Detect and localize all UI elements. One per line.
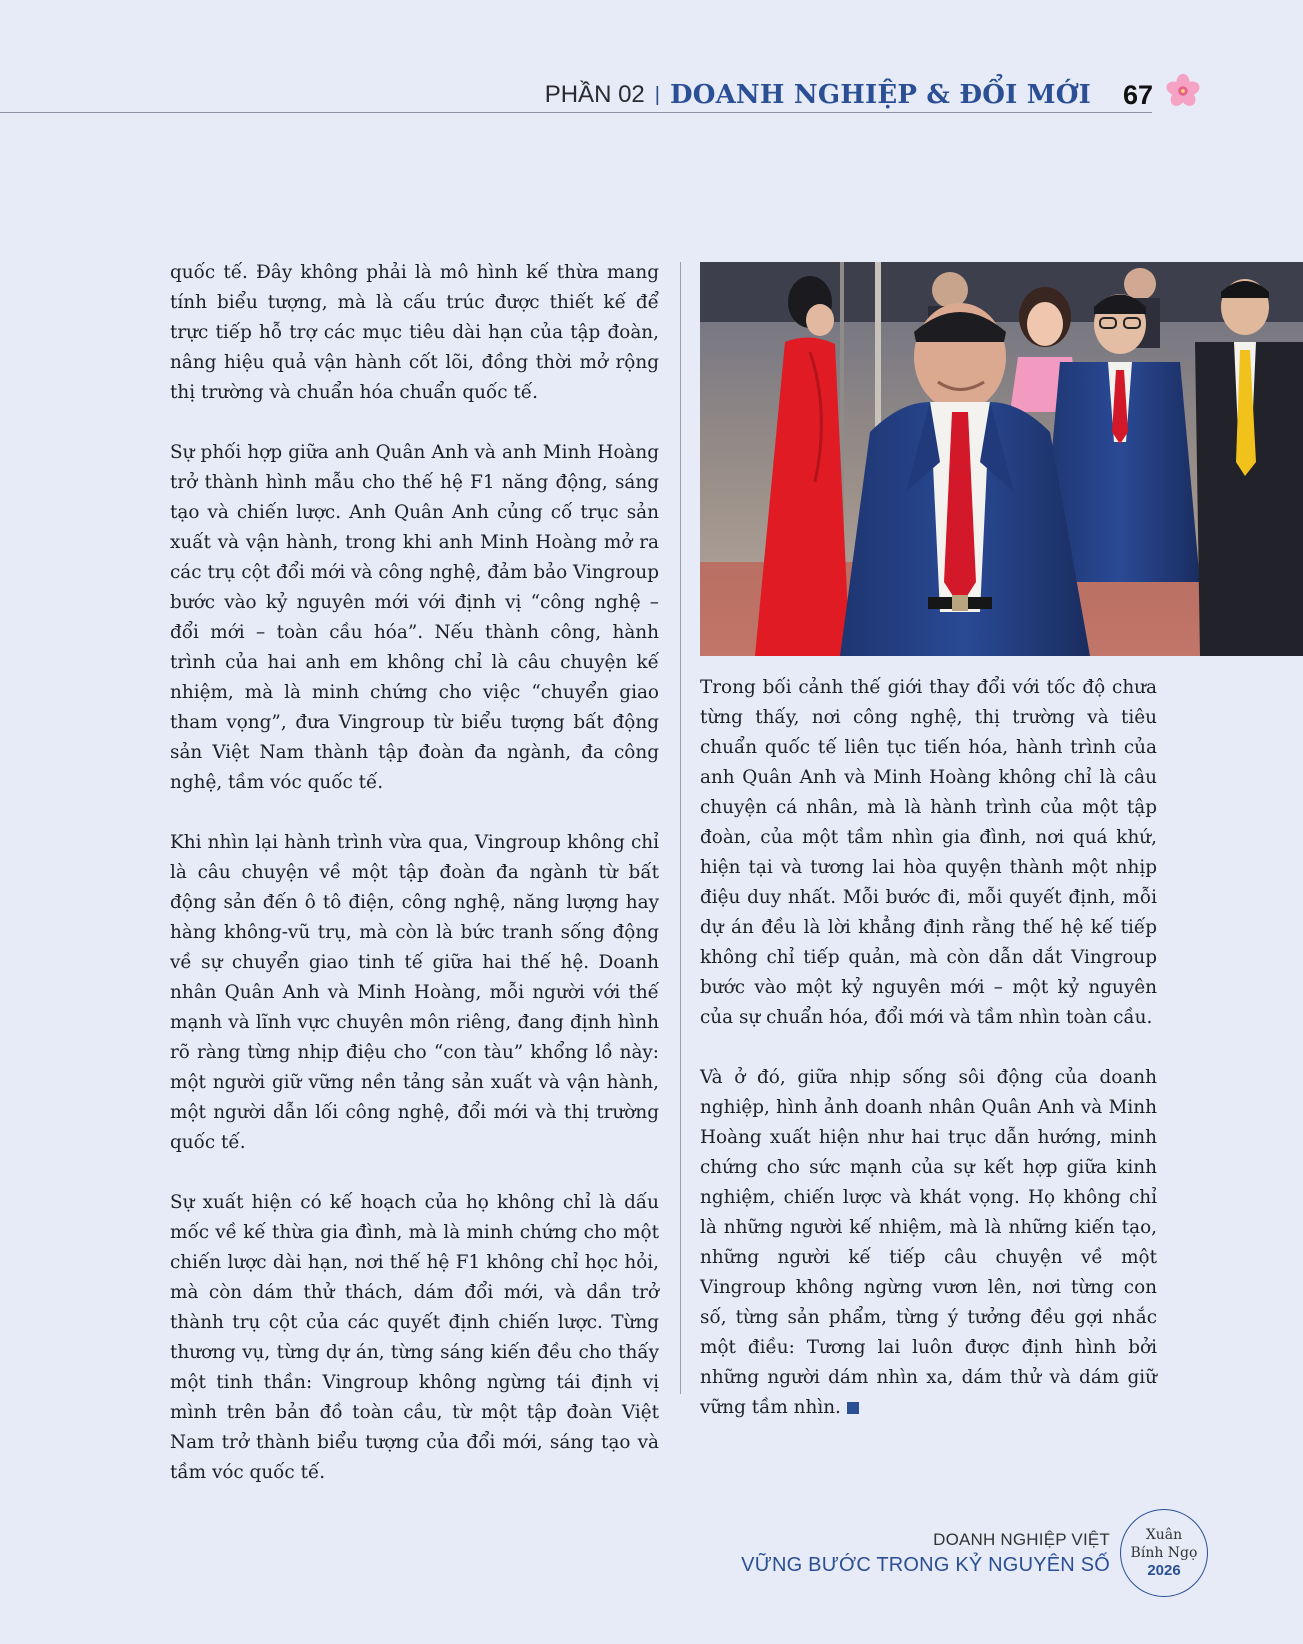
footer <box>741 1530 1110 1577</box>
article-photo <box>700 262 1303 656</box>
right-paragraph-1: Trong bối cảnh thế giới thay đổi với tốc độ chưa từng thấy, nơi công nghệ, thị trường và tiêu chuẩn quốc tế liên tục tiến hóa, hành trình của anh Quân Anh và Minh Hoàng không chỉ là câu chuyện cá nhân, mà là hành trình của một tập đoàn, của một tầm nhìn gia đình, nơi quá khứ, hiện tại và tương lai hòa quyện thành một nhịp điệu duy nhất. Mỗi bước đi, mỗi quyết định, mỗi dự án đều là lời khẳng định rằng thế hệ kế tiếp không chỉ tiếp quản, mà còn dẫn dắt Vingroup bước vào một kỷ nguyên mới – một kỷ nguyên của sự chuẩn hóa, đổi mới và tầm nhìn toàn cầu. <box>700 677 1157 1028</box>
issue-badge <box>1120 1509 1208 1597</box>
article-end-mark <box>847 1402 859 1414</box>
cherry-blossom-icon <box>1164 72 1202 110</box>
section-label: PHẦN 02 <box>544 81 645 108</box>
column-divider <box>680 262 681 1394</box>
section-title: DOANH NGHIỆP & ĐỔI MỚI <box>669 80 1091 110</box>
page-number: 67 <box>1122 79 1153 110</box>
left-paragraph-4: Sự xuất hiện có kế hoạch của họ không chỉ là dấu mốc về kế thừa gia đình, mà là minh chứng cho một chiến lược dài hạn, nơi thế hệ F1 không chỉ học hỏi, mà còn dám thử thách, dám đổi mới, và dần trở thành trụ cột của các quyết định chiến lược. Từng thương vụ, từng dự án, từng sáng kiến đều cho thấy một tinh thần: Vingroup không ngừng tái định vị mình trên bản đồ toàn cầu, từ một tập đoàn Việt Nam trở thành biểu tượng của đổi mới, sáng tạo và tầm vóc quốc tế. <box>170 1192 659 1483</box>
right-column <box>700 673 1157 1453</box>
page-header <box>545 78 1153 112</box>
left-paragraph-1: quốc tế. Đây không phải là mô hình kế thừa mang tính biểu tượng, mà là cấu trúc được thiết kế để trực tiếp hỗ trợ các mục tiêu dài hạn của tập đoàn, nâng hiệu quả vận hành cốt lõi, đồng thời mở rộng thị trường và chuẩn hóa chuẩn quốc tế. <box>170 262 659 403</box>
left-paragraph-3: Khi nhìn lại hành trình vừa qua, Vingroup không chỉ là câu chuyện về một tập đoàn đa ngành từ bất động sản đến ô tô điện, công nghệ, năng lượng hay hàng không-vũ trụ, mà còn là bức tranh sống động về sự chuyển giao tinh tế giữa hai thế hệ. Doanh nhân Quân Anh và Minh Hoàng, mỗi người với thế mạnh và lĩnh vực chuyên môn riêng, đang định hình rõ ràng từng nhịp điệu cho “con tàu” khổng lồ này: một người giữ vững nền tảng sản xuất và vận hành, một người dẫn lối công nghệ, đổi mới và thị trường quốc tế. <box>170 832 659 1153</box>
footer-tagline: VỮNG BƯỚC TRONG KỶ NGUYÊN SỐ <box>741 1554 1110 1576</box>
badge-word-xuan: Xuân <box>1145 1527 1183 1543</box>
badge-year: 2026 <box>1147 1562 1181 1579</box>
right-paragraph-2 <box>700 1063 1157 1423</box>
badge-word-binh-ngo: Bính Ngọ <box>1130 1545 1198 1561</box>
header-rule <box>0 112 1152 113</box>
right-paragraph-2-text: Và ở đó, giữa nhịp sống sôi động của doanh nghiệp, hình ảnh doanh nhân Quân Anh và Minh Hoàng xuất hiện như hai trục dẫn hướng, minh chứng cho sức mạnh của sự kết hợp giữa kinh nghiệm, chiến lược và khát vọng. Họ không chỉ là những người kế nhiệm, mà là những kiến tạo, những người kế tiếp câu chuyện về một Vingroup không ngừng vươn lên, nơi từng con số, từng sản phẩm, từng ý tưởng đều gợi nhắc một điều: Tương lai luôn được định hình bởi những người dám nhìn xa, dám thử và dám giữ vững tầm nhìn. <box>700 1067 1157 1418</box>
left-paragraph-2: Sự phối hợp giữa anh Quân Anh và anh Minh Hoàng trở thành hình mẫu cho thế hệ F1 năng động, sáng tạo và chiến lược. Anh Quân Anh củng cố trục sản xuất và vận hành, trong khi anh Minh Hoàng mở ra các trụ cột đổi mới và công nghệ, đảm bảo Vingroup bước vào kỷ nguyên mới với định vị “công nghệ – đổi mới – toàn cầu hóa”. Nếu thành công, hành trình của hai anh em không chỉ là câu chuyện kế nhiệm, mà là minh chứng cho việc “chuyển giao tham vọng”, đưa Vingroup từ biểu tượng bất động sản Việt Nam thành tập đoàn đa ngành, đa công nghệ, tầm vóc quốc tế. <box>170 442 659 793</box>
left-column <box>170 258 659 1518</box>
section-separator: | <box>654 83 660 106</box>
footer-publication-name: DOANH NGHIỆP VIỆT <box>933 1530 1110 1549</box>
